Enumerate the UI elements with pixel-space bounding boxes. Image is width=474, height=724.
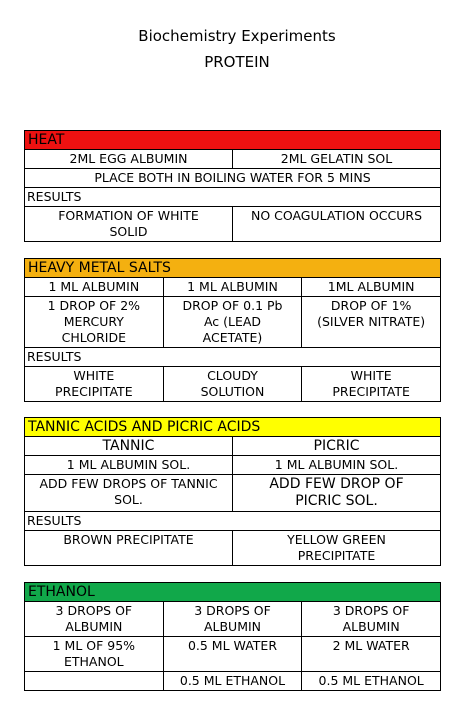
metal-step2: DROP OF 0.1 Pb Ac (LEAD ACETATE) bbox=[163, 297, 302, 348]
heat-col1: 2ML EGG ALBUMIN bbox=[25, 150, 233, 169]
heat-result1: FORMATION OF WHITE SOLID bbox=[25, 207, 233, 242]
tannic-results-label: RESULTS bbox=[25, 512, 441, 531]
picric-step: ADD FEW DROP OF PICRIC SOL. bbox=[233, 475, 441, 512]
tannic-header: TANNIC ACIDS AND PICRIC ACIDS bbox=[25, 418, 441, 437]
picric-result: YELLOW GREEN PRECIPITATE bbox=[233, 531, 441, 566]
metal-results-label: RESULTS bbox=[25, 348, 441, 367]
metal-header: HEAVY METAL SALTS bbox=[25, 259, 441, 278]
heat-header: HEAT bbox=[25, 131, 441, 150]
ethanol-r2c1: 1 ML OF 95% ETHANOL bbox=[25, 637, 164, 672]
tannic-col: TANNIC bbox=[25, 437, 233, 456]
metal-step1: 1 DROP OF 2% MERCURY CHLORIDE bbox=[25, 297, 164, 348]
metal-result1: WHITE PRECIPITATE bbox=[25, 367, 164, 402]
ethanol-r3c3: 0.5 ML ETHANOL bbox=[302, 672, 441, 691]
heavy-metal-table bbox=[24, 258, 441, 402]
tannic-picric-table bbox=[24, 417, 441, 566]
document-title: Biochemistry Experiments bbox=[138, 27, 336, 45]
ethanol-table bbox=[24, 582, 441, 691]
tannic-step: ADD FEW DROPS OF TANNIC SOL. bbox=[25, 475, 233, 512]
metal-col1: 1 ML ALBUMIN bbox=[25, 278, 164, 297]
tannic-sample: 1 ML ALBUMIN SOL. bbox=[25, 456, 233, 475]
metal-col2: 1 ML ALBUMIN bbox=[163, 278, 302, 297]
heat-table bbox=[24, 130, 441, 242]
document-subtitle: PROTEIN bbox=[204, 53, 270, 71]
ethanol-header: ETHANOL bbox=[25, 583, 441, 602]
ethanol-r1c2: 3 DROPS OF ALBUMIN bbox=[163, 602, 302, 637]
ethanol-r3c1 bbox=[25, 672, 164, 691]
heat-result2: NO COAGULATION OCCURS bbox=[233, 207, 441, 242]
heat-results-label: RESULTS bbox=[25, 188, 441, 207]
heat-col2: 2ML GELATIN SOL bbox=[233, 150, 441, 169]
metal-result3: WHITE PRECIPITATE bbox=[302, 367, 441, 402]
metal-col3: 1ML ALBUMIN bbox=[302, 278, 441, 297]
ethanol-r1c1: 3 DROPS OF ALBUMIN bbox=[25, 602, 164, 637]
metal-step3: DROP OF 1% (SILVER NITRATE) bbox=[302, 297, 441, 348]
ethanol-r2c2: 0.5 ML WATER bbox=[163, 637, 302, 672]
picric-col: PICRIC bbox=[233, 437, 441, 456]
metal-result2: CLOUDY SOLUTION bbox=[163, 367, 302, 402]
heat-step: PLACE BOTH IN BOILING WATER FOR 5 MINS bbox=[25, 169, 441, 188]
tannic-result: BROWN PRECIPITATE bbox=[25, 531, 233, 566]
ethanol-r3c2: 0.5 ML ETHANOL bbox=[163, 672, 302, 691]
ethanol-r2c3: 2 ML WATER bbox=[302, 637, 441, 672]
ethanol-r1c3: 3 DROPS OF ALBUMIN bbox=[302, 602, 441, 637]
picric-sample: 1 ML ALBUMIN SOL. bbox=[233, 456, 441, 475]
